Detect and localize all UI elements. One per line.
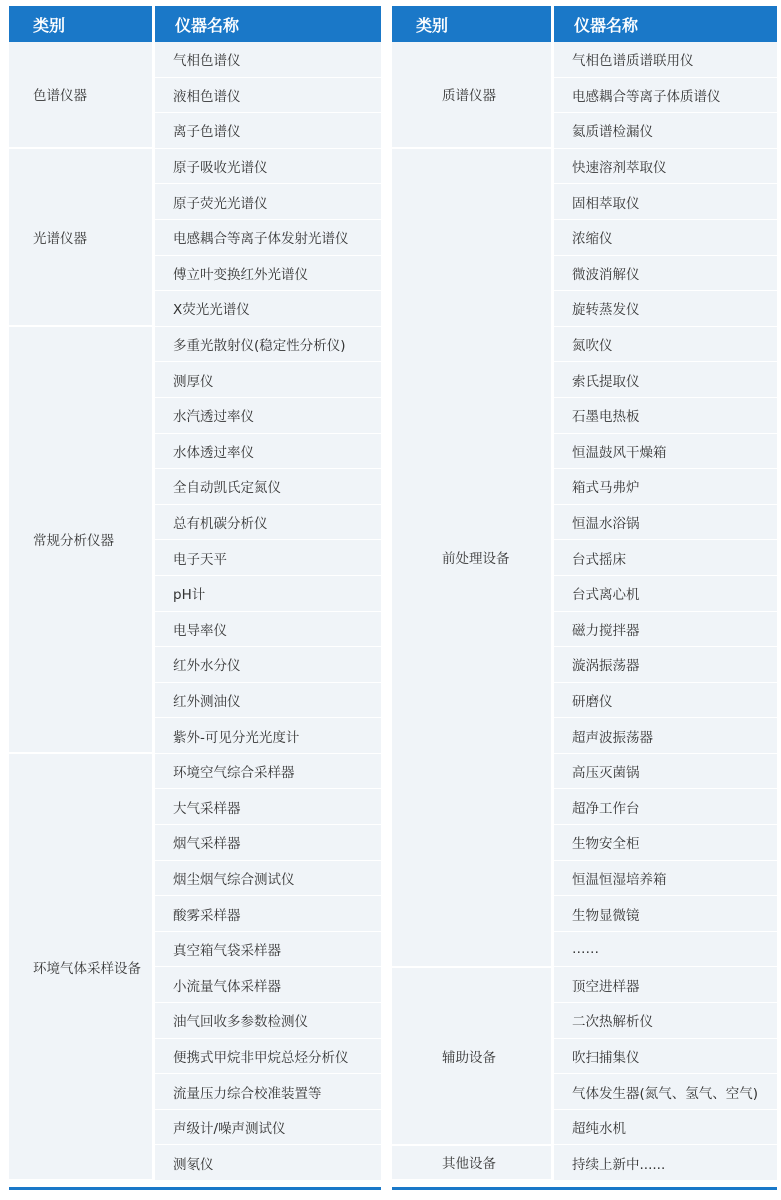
instrument-row: 原子荧光光谱仪 <box>155 184 381 220</box>
instrument-row: 快速溶剂萃取仪 <box>554 149 777 185</box>
category-cell: 环境气体采样设备 <box>9 754 152 1181</box>
instrument-row: 生物安全柜 <box>554 825 777 861</box>
category-cell: 常规分析仪器 <box>9 327 152 754</box>
right-table-header <box>392 6 777 42</box>
instrument-row: 索氏提取仪 <box>554 362 777 398</box>
instrument-row: 研磨仪 <box>554 683 777 719</box>
instrument-row: 漩涡振荡器 <box>554 647 777 683</box>
right-table <box>392 6 777 1181</box>
instrument-row: 红外测油仪 <box>155 683 381 719</box>
instrument-row: 多重光散射仪(稳定性分析仪) <box>155 327 381 363</box>
instrument-row: 超净工作台 <box>554 789 777 825</box>
instrument-row: 微波消解仪 <box>554 256 777 292</box>
instrument-row: 持续上新中...... <box>554 1145 777 1181</box>
instrument-row: 生物显微镜 <box>554 896 777 932</box>
instrument-row: pH计 <box>155 576 381 612</box>
instrument-row: 磁力搅拌器 <box>554 612 777 648</box>
instrument-row: 气相色谱仪 <box>155 42 381 78</box>
instrument-row: 恒温恒湿培养箱 <box>554 861 777 897</box>
instrument-row: …… <box>554 932 777 968</box>
instrument-row: 气相色谱质谱联用仪 <box>554 42 777 78</box>
instrument-row: 傅立叶变换红外光谱仪 <box>155 256 381 292</box>
instrument-row: 原子吸收光谱仪 <box>155 149 381 185</box>
left-items-column <box>152 42 381 1181</box>
category-cell: 色谱仪器 <box>9 42 152 149</box>
instrument-row: 总有机碳分析仪 <box>155 505 381 541</box>
instrument-row: 酸雾采样器 <box>155 896 381 932</box>
instrument-row: 大气采样器 <box>155 789 381 825</box>
instrument-row: 烟尘烟气综合测试仪 <box>155 861 381 897</box>
category-cell: 前处理设备 <box>392 149 551 968</box>
instrument-row: 测氡仪 <box>155 1145 381 1181</box>
instrument-row: 高压灭菌锅 <box>554 754 777 790</box>
instrument-row: 顶空进样器 <box>554 967 777 1003</box>
category-cell: 辅助设备 <box>392 968 551 1146</box>
left-table-header <box>9 6 381 42</box>
instrument-row: 超声波振荡器 <box>554 718 777 754</box>
instrument-row: 恒温鼓风干燥箱 <box>554 434 777 470</box>
instrument-row: 超纯水机 <box>554 1110 777 1146</box>
right-category-column <box>392 42 551 1181</box>
category-cell: 光谱仪器 <box>9 149 152 327</box>
instrument-row: 声级计/噪声测试仪 <box>155 1110 381 1146</box>
instrument-row: 水汽透过率仪 <box>155 398 381 434</box>
right-items-column <box>551 42 777 1181</box>
instrument-row: 恒温水浴锅 <box>554 505 777 541</box>
instrument-row: 紫外-可见分光光度计 <box>155 718 381 754</box>
instrument-row: 环境空气综合采样器 <box>155 754 381 790</box>
left-table <box>9 6 381 1181</box>
instrument-row: 油气回收多参数检测仪 <box>155 1003 381 1039</box>
header-category: 类别 <box>33 15 66 35</box>
left-category-column <box>9 42 152 1181</box>
instrument-row: 测厚仪 <box>155 362 381 398</box>
instrument-row: 旋转蒸发仪 <box>554 291 777 327</box>
instrument-row: 石墨电热板 <box>554 398 777 434</box>
instrument-row: 红外水分仪 <box>155 647 381 683</box>
instrument-row: 流量压力综合校准装置等 <box>155 1074 381 1110</box>
right-table-body <box>392 42 777 1181</box>
left-table-body <box>9 42 381 1181</box>
instrument-row: 离子色谱仪 <box>155 113 381 149</box>
instrument-row: 便携式甲烷非甲烷总烃分析仪 <box>155 1039 381 1075</box>
instrument-row: 氮吹仪 <box>554 327 777 363</box>
instrument-row: 电感耦合等离子体发射光谱仪 <box>155 220 381 256</box>
instrument-row: 箱式马弗炉 <box>554 469 777 505</box>
left-table-bottom-rule <box>9 1187 381 1190</box>
header-instrument-name: 仪器名称 <box>152 6 381 42</box>
instrument-row: 固相萃取仪 <box>554 184 777 220</box>
instrument-row: 水体透过率仪 <box>155 434 381 470</box>
instrument-row: 烟气采样器 <box>155 825 381 861</box>
right-table-bottom-rule <box>392 1187 777 1190</box>
instrument-row: 台式摇床 <box>554 540 777 576</box>
instrument-row: 吹扫捕集仪 <box>554 1039 777 1075</box>
header-instrument-name: 仪器名称 <box>551 6 777 42</box>
instrument-row: 二次热解析仪 <box>554 1003 777 1039</box>
instrument-row: X荧光光谱仪 <box>155 291 381 327</box>
instrument-row: 全自动凯氏定氮仪 <box>155 469 381 505</box>
instrument-row: 电子天平 <box>155 540 381 576</box>
instrument-row: 真空箱气袋采样器 <box>155 932 381 968</box>
header-category: 类别 <box>416 15 449 35</box>
category-cell: 其他设备 <box>392 1146 551 1182</box>
instrument-row: 电导率仪 <box>155 612 381 648</box>
instrument-row: 小流量气体采样器 <box>155 967 381 1003</box>
instrument-row: 台式离心机 <box>554 576 777 612</box>
instrument-row: 液相色谱仪 <box>155 78 381 114</box>
instrument-row: 电感耦合等离子体质谱仪 <box>554 78 777 114</box>
instrument-row: 浓缩仪 <box>554 220 777 256</box>
instrument-row: 气体发生器(氮气、氢气、空气) <box>554 1074 777 1110</box>
category-cell: 质谱仪器 <box>392 42 551 149</box>
instrument-row: 氦质谱检漏仪 <box>554 113 777 149</box>
